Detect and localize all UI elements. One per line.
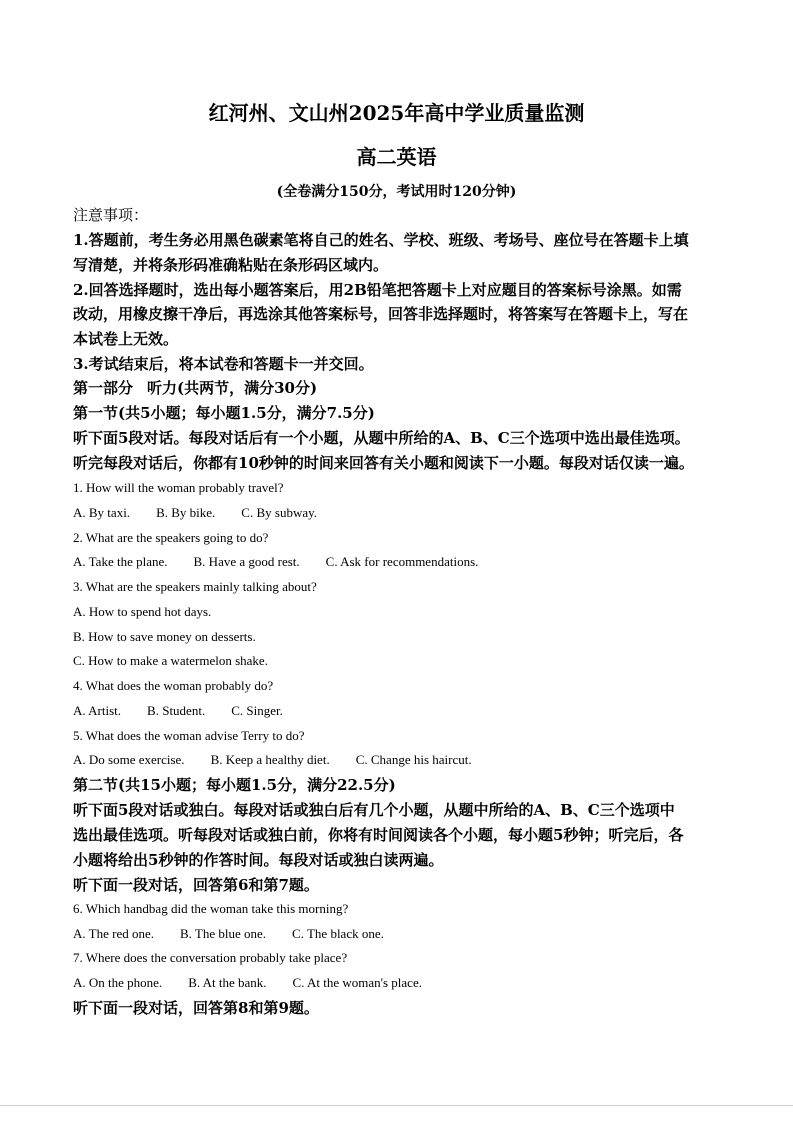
section2-instruction-line1: 听下面5段对话或独白。每段对话或独白后有几个小题，从题中所给的A、B、C三个选项中 xyxy=(73,801,675,819)
question-1-option-a: A. By taxi. xyxy=(73,505,131,520)
question-1-options xyxy=(73,503,733,523)
score-info: (全卷满分150分，考试用时120分钟) xyxy=(276,184,517,200)
notice-item1-line2: 写清楚，并将条形码准确粘贴在条形码区域内。 xyxy=(73,256,389,274)
question-4-stem: 4. What does the woman probably do? xyxy=(73,678,274,693)
question-1-option-c: C. By subway. xyxy=(241,505,318,520)
question-6-option-c: C. The black one. xyxy=(292,926,384,941)
exam-subject: 高二英语 xyxy=(356,145,437,169)
section1-title: 第一节(共5小题；每小题1.5分，满分7.5分) xyxy=(73,404,375,422)
question-7-options xyxy=(73,973,733,993)
question-4-option-a: A. Artist. xyxy=(73,703,122,718)
section1-instruction-line2: 听完每段对话后，你都有10秒钟的时间来回答有关小题和阅读下一小题。每段对话仅读一遍。 xyxy=(73,454,694,472)
notice-item2-line2: 改动，用橡皮擦干净后，再选涂其他答案标号，回答非选择题时，将答案写在答题卡上，写在 xyxy=(73,305,689,323)
dialog-8-9-intro: 听下面一段对话，回答第8和第9题。 xyxy=(73,999,319,1017)
part1-label: 第一部分 xyxy=(73,379,134,397)
exam-title: 红河州、文山州2025年高中学业质量监测 xyxy=(208,101,585,125)
question-1-stem: 1. How will the woman probably travel? xyxy=(73,480,284,495)
question-6-option-b: B. The blue one. xyxy=(179,926,267,941)
section2-instruction-line2: 选出最佳选项。听每段对话或独白前，你将有时间阅读各个小题，每小题5秒钟；听完后，各 xyxy=(73,826,684,844)
part1-title: 听力(共两节，满分30分) xyxy=(147,379,318,397)
question-2-options xyxy=(73,552,733,572)
section1-instruction-line1: 听下面5段对话。每段对话后有一个小题，从题中所给的A、B、C三个选项中选出最佳选项。 xyxy=(73,429,690,447)
question-2-option-b: B. Have a good rest. xyxy=(193,554,300,569)
question-3-stem: 3. What are the speakers mainly talking about? xyxy=(73,579,317,594)
question-4-option-c: C. Singer. xyxy=(231,703,283,718)
page-bottom-divider xyxy=(0,1105,793,1106)
question-5-option-a: A. Do some exercise. xyxy=(73,752,185,767)
question-6-option-a: A. The red one. xyxy=(73,926,154,941)
question-3-option-c: C. How to make a watermelon shake. xyxy=(73,653,268,668)
question-7-stem: 7. Where does the conversation probably take place? xyxy=(73,950,348,965)
question-2-option-a: A. Take the plane. xyxy=(73,554,168,569)
question-3-option-b: B. How to save money on desserts. xyxy=(73,629,256,644)
question-6-stem: 6. Which handbag did the woman take this morning? xyxy=(73,901,349,916)
section2-instruction-line3: 小题将给出5秒钟的作答时间。每段对话或独白读两遍。 xyxy=(73,851,444,869)
question-5-option-b: B. Keep a healthy diet. xyxy=(210,752,330,767)
section2-title: 第二节(共15小题；每小题1.5分，满分22.5分) xyxy=(73,776,396,794)
question-7-option-c: C. At the woman's place. xyxy=(292,975,422,990)
question-5-options xyxy=(73,750,733,770)
question-5-option-c: C. Change his haircut. xyxy=(355,752,472,767)
question-7-option-b: B. At the bank. xyxy=(188,975,267,990)
question-2-option-c: C. Ask for recommendations. xyxy=(325,554,479,569)
question-4-options xyxy=(73,701,733,721)
notice-item1-line1: 1.答题前，考生务必用黑色碳素笔将自己的姓名、学校、班级、考场号、座位号在答题卡上填 xyxy=(73,231,689,249)
notice-item2-line3: 本试卷上无效。 xyxy=(73,330,179,348)
notice-item2-line1: 2.回答选择题时，选出每小题答案后，用2B铅笔把答题卡上对应题目的答案标号涂黑。如需 xyxy=(73,281,682,299)
question-7-option-a: A. On the phone. xyxy=(73,975,163,990)
notice-item3: 3.考试结束后，将本试卷和答题卡一并交回。 xyxy=(73,355,374,373)
question-5-stem: 5. What does the woman advise Terry to do? xyxy=(73,728,305,743)
question-4-option-b: B. Student. xyxy=(147,703,206,718)
dialog-6-7-intro: 听下面一段对话，回答第6和第7题。 xyxy=(73,876,319,894)
question-1-option-b: B. By bike. xyxy=(156,505,216,520)
notice-label: 注意事项： xyxy=(73,206,149,224)
question-2-stem: 2. What are the speakers going to do? xyxy=(73,530,269,545)
question-3-option-a: A. How to spend hot days. xyxy=(73,604,212,619)
part1-heading xyxy=(73,377,733,399)
question-6-options xyxy=(73,924,733,944)
